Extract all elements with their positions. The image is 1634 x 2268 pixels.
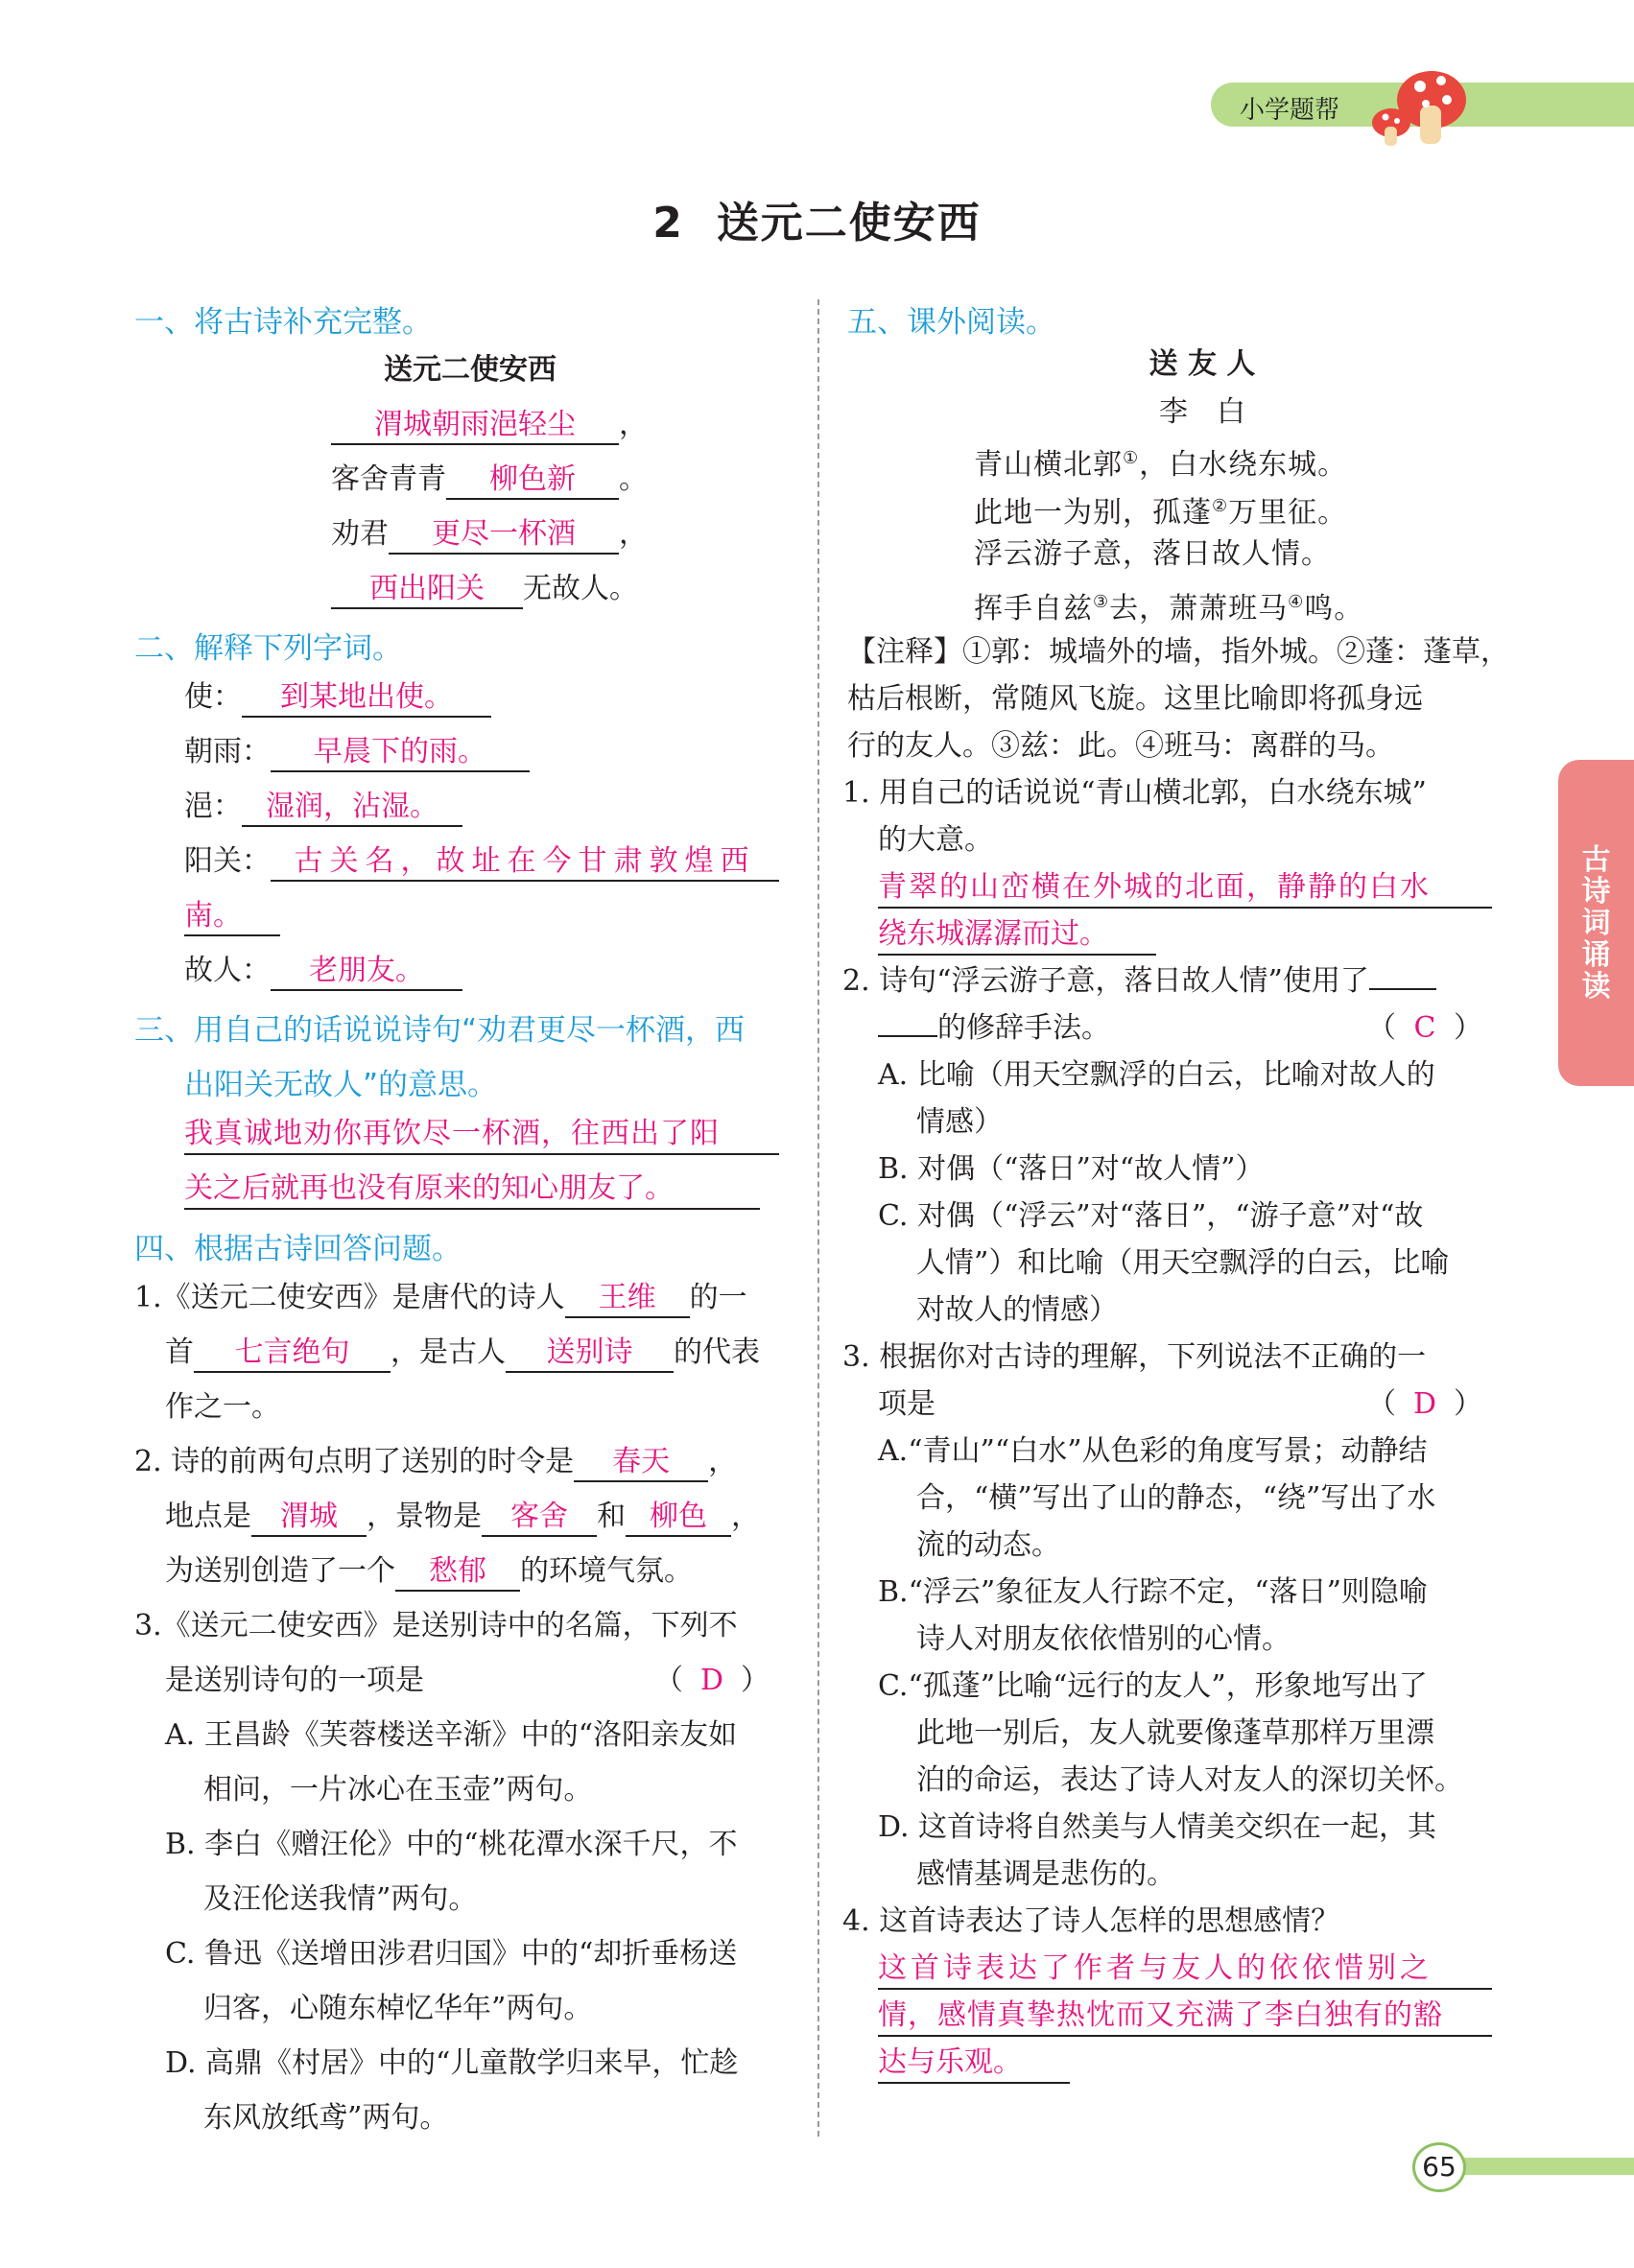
reading-poem-title: 送 友 人 (1149, 347, 1256, 381)
q1-answer-genre: 送别诗 (506, 1335, 674, 1373)
r-q2-answer: C (1413, 1011, 1436, 1045)
poem-line-2 (331, 461, 648, 500)
bracket: （ (1367, 1011, 1396, 1045)
poem-title: 送元二使安西 (384, 353, 557, 387)
r-q4-answer-3: 达与乐观。 (878, 2044, 1070, 2084)
r-q3-option: 感情基调是悲伤的。 (916, 1857, 1175, 1891)
bracket: （ (1367, 1387, 1396, 1421)
q3-option-a-1: A. 王昌龄《芙蓉楼送辛渐》中的“洛阳亲友如 (165, 1718, 738, 1752)
section-4-heading: 四、根据古诗回答问题。 (134, 1232, 462, 1266)
lesson-title: 送元二使安西 (716, 199, 982, 248)
section-1-heading: 一、将古诗补充完整。 (134, 305, 432, 340)
r-q3-option: 合，“横”写出了山的静态，“绕”写出了水 (916, 1481, 1436, 1515)
reading-poem-line-1 (974, 439, 1347, 484)
r-q2-option: 人情”）和比喻（用天空飘浮的白云，比喻 (916, 1246, 1450, 1280)
bracket: （ (654, 1664, 683, 1697)
section-3-heading-cont: 出阳关无故人”的意思。 (184, 1068, 498, 1102)
poem-text: 万里征。 (1228, 496, 1348, 530)
term-label: 朝雨： (184, 735, 271, 768)
q2-answer-scene-1: 客舍 (482, 1499, 597, 1537)
r-q3-stem-2: 项是 (878, 1387, 935, 1421)
punct: ， (619, 408, 648, 441)
term-row (184, 733, 530, 772)
punct: ， (619, 517, 648, 551)
q2-text: ， (708, 1445, 738, 1478)
reading-poem-author: 李 白 (1159, 395, 1245, 429)
r-q3-option: 泊的命运，表达了诗人对友人的深切关怀。 (916, 1763, 1463, 1797)
bracket: ） (1454, 1387, 1482, 1421)
footer-bar (1439, 2158, 1634, 2175)
q3-option-c-1: C. 鲁迅《送增田涉君归国》中的“却折垂杨送 (165, 1937, 738, 1971)
r-q3-stem-1: 3. 根据你对古诗的理解，下列说法不正确的一 (842, 1340, 1427, 1374)
term-row (184, 897, 280, 936)
mushroom-icon (1353, 58, 1468, 149)
poem-line-4-suffix: 无故人。 (523, 572, 638, 605)
term-label: 阳关： (184, 844, 271, 878)
r-q4-stem: 4. 这首诗表达了诗人怎样的思想感情？ (842, 1904, 1340, 1938)
q3-stem-2: 是送别诗句的一项是 (165, 1664, 424, 1697)
q3-option-a-2: 相问，一片冰心在玉壶”两句。 (203, 1773, 593, 1807)
q3-option-d-2: 东风放纸鸢”两句。 (203, 2101, 449, 2135)
reading-poem-line-2 (974, 487, 1347, 532)
poem-text: 浮云游子意，落日故人情。 (974, 537, 1331, 571)
q2-text: 为送别创造了一个 (165, 1554, 395, 1588)
term-answer: 南。 (184, 898, 280, 936)
q3-stem-1: 3.《送元二使安西》是送别诗中的名篇，下列不 (134, 1609, 738, 1642)
q2-line-1 (134, 1443, 737, 1482)
poem-line-4-answer: 西出阳关 (331, 571, 523, 609)
q2-line-2 (165, 1498, 760, 1537)
q1-answer-form: 七言绝句 (194, 1335, 391, 1373)
r-q2-text: 的修辞手法。 (937, 1011, 1110, 1045)
section-2-heading: 二、解释下列字词。 (134, 631, 402, 666)
poem-line-1 (331, 406, 648, 445)
footnote-marker: ④ (1288, 592, 1305, 612)
lesson-number: 2 (652, 199, 684, 248)
r-q2-option: B. 对偶（“落日”对“故人情”） (878, 1152, 1265, 1186)
term-answer: 早晨下的雨。 (271, 734, 530, 772)
r-q3-answer-bracket (1367, 1385, 1482, 1424)
column-divider (817, 299, 819, 2137)
q1-text: 的一 (689, 1281, 747, 1314)
r-q4-answer-1: 这首诗表达了作者与友人的依依惜别之 (878, 1949, 1492, 1990)
q2-answer-scene-2: 柳色 (626, 1499, 731, 1537)
poem-line-4 (331, 570, 638, 609)
q1-line-3: 作之一。 (165, 1390, 280, 1424)
q1-line-2 (165, 1334, 760, 1373)
notes-line-2: 枯后根断，常随风飞旋。这里比喻即将孤身远 (847, 682, 1423, 716)
q3-option-c-2: 归客，心随东棹忆华年”两句。 (203, 1992, 593, 2025)
r-q3-option: 流的动态。 (916, 1528, 1060, 1562)
poem-line-3 (331, 515, 648, 555)
r-q3-option: C.“孤蓬”比喻“远行的友人”，形象地写出了 (878, 1669, 1428, 1703)
term-answer: 老朋友。 (271, 953, 462, 991)
poem-text: 此地一为别，孤蓬 (974, 496, 1212, 530)
term-label: 使： (184, 680, 242, 714)
bracket: ） (741, 1664, 770, 1697)
q1-answer-poet: 王维 (565, 1280, 690, 1318)
brand-label: 小学题帮 (1240, 96, 1340, 125)
q1-text: 1.《送元二使安西》是唐代的诗人 (134, 1281, 565, 1314)
poem-line-1-answer: 渭城朝雨浥轻尘 (331, 407, 619, 445)
footnote-marker: ② (1212, 496, 1229, 516)
r-q3-option: B.“浮云”象征友人行踪不定，“落日”则隐喻 (878, 1575, 1428, 1609)
q1-text: 的代表 (674, 1335, 760, 1369)
poem-text: 青山横北郭 (974, 448, 1123, 482)
punct: 。 (619, 462, 648, 496)
q1-line-1 (134, 1279, 747, 1318)
q3-option-b-2: 及汪伦送我情”两句。 (203, 1882, 478, 1916)
blank (1369, 988, 1436, 990)
q2-text: 的环境气氛。 (520, 1554, 693, 1588)
r-q1-stem-1: 1. 用自己的话说说“青山横北郭，白水绕东城” (842, 776, 1427, 810)
q1-text: 首 (165, 1335, 194, 1369)
section-3-heading: 三、用自己的话说说诗句“劝君更尽一杯酒，西 (134, 1013, 746, 1048)
section-3-answer-2: 关之后就再也没有原来的知心朋友了。 (184, 1169, 760, 1210)
r-q1-answer-2: 绕东城潺潺而过。 (878, 915, 1156, 956)
r-q2-stem-1 (842, 962, 1436, 1001)
term-row (184, 678, 491, 718)
section-5-heading: 五、课外阅读。 (847, 305, 1055, 340)
poem-line-3-prefix: 劝君 (331, 517, 389, 551)
r-q3-option: D. 这首诗将自然美与人情美交织在一起，其 (878, 1810, 1437, 1844)
q3-answer: D (699, 1664, 724, 1697)
r-q2-option: A. 比喻（用天空飘浮的白云，比喻对故人的 (878, 1058, 1435, 1092)
poem-text: ，白水绕东城。 (1139, 448, 1348, 482)
term-answer: 湿润，沾湿。 (242, 789, 462, 827)
q2-text: 地点是 (165, 1500, 251, 1533)
term-label: 浥： (184, 790, 242, 823)
term-row (184, 788, 462, 827)
q2-text: 2. 诗的前两句点明了送别的时令是 (134, 1445, 575, 1478)
term-row (184, 952, 462, 991)
r-q2-stem-2 (878, 1009, 1110, 1048)
q3-option-d-1: D. 高鼎《村居》中的“儿童散学归来早，忙趁 (165, 2046, 739, 2080)
r-q1-stem-2: 的大意。 (878, 823, 993, 857)
term-label: 故人： (184, 954, 271, 987)
blank (878, 1035, 937, 1037)
poem-line-3-answer: 更尽一杯酒 (389, 516, 619, 555)
q2-text: 和 (597, 1500, 626, 1533)
bracket: ） (1454, 1011, 1482, 1045)
r-q1-answer-1: 青翠的山峦横在外城的北面，静静的白水 (878, 868, 1492, 909)
r-q2-option: 情感） (916, 1105, 1003, 1139)
notes-line-1: 【注释】①郭：城墙外的墙，指外城。②蓬：蓬草， (847, 635, 1509, 669)
r-q4-answer-2: 情，感情真挚热忱而又充满了李白独有的豁 (878, 1996, 1492, 2037)
term-answer: 到某地出使。 (242, 679, 491, 718)
poem-text: 鸣。 (1304, 592, 1364, 626)
term-row (184, 842, 779, 882)
page-title (0, 188, 1634, 249)
q2-answer-mood: 愁郁 (395, 1553, 520, 1592)
term-answer: 古关名，故址在今甘肃敦煌西 (271, 843, 779, 882)
section-3-answer-1: 我真诚地劝你再饮尽一杯酒，往西出了阳 (184, 1115, 779, 1155)
q2-answer-place: 渭城 (251, 1499, 367, 1537)
poem-line-2-prefix: 客舍青青 (331, 462, 446, 496)
r-q2-text: 2. 诗句“浮云游子意，落日故人情”使用了 (842, 964, 1369, 998)
q2-answer-season: 春天 (574, 1444, 708, 1482)
notes-line-3: 行的友人。③兹：此。④班马：离群的马。 (847, 729, 1394, 763)
q3-answer-bracket (654, 1662, 770, 1700)
q2-line-3 (165, 1552, 693, 1592)
r-q2-option: 对故人的情感） (916, 1293, 1118, 1327)
page-number: 65 (1412, 2142, 1466, 2192)
poem-line-2-answer: 柳色新 (446, 461, 619, 500)
footnote-marker: ① (1123, 448, 1140, 468)
r-q3-answer: D (1412, 1387, 1437, 1421)
poem-text: 挥手自兹 (974, 592, 1093, 626)
q3-option-b-1: B. 李白《赠汪伦》中的“桃花潭水深千尺，不 (165, 1828, 738, 1861)
r-q3-option: A.“青山”“白水”从色彩的角度写景；动静结 (878, 1434, 1428, 1468)
r-q3-option: 诗人对朋友依依惜别的心情。 (916, 1622, 1291, 1656)
reading-poem-line-3 (974, 535, 1331, 574)
r-q3-option: 此地一别后，友人就要像蓬草那样万里漂 (916, 1716, 1434, 1750)
footnote-marker: ③ (1093, 592, 1110, 612)
r-q2-option: C. 对偶（“浮云”对“落日”，“游子意”对“故 (878, 1199, 1424, 1233)
reading-poem-line-4 (974, 583, 1363, 628)
q1-text: ，是古人 (391, 1335, 506, 1369)
q2-text: ，景物是 (367, 1500, 482, 1533)
poem-text: 去，萧萧班马 (1109, 592, 1289, 626)
r-q2-answer-bracket (1367, 1009, 1482, 1048)
side-tab-label: 古 诗 词 诵 读 (1581, 843, 1611, 1004)
q2-text: ， (731, 1500, 760, 1533)
